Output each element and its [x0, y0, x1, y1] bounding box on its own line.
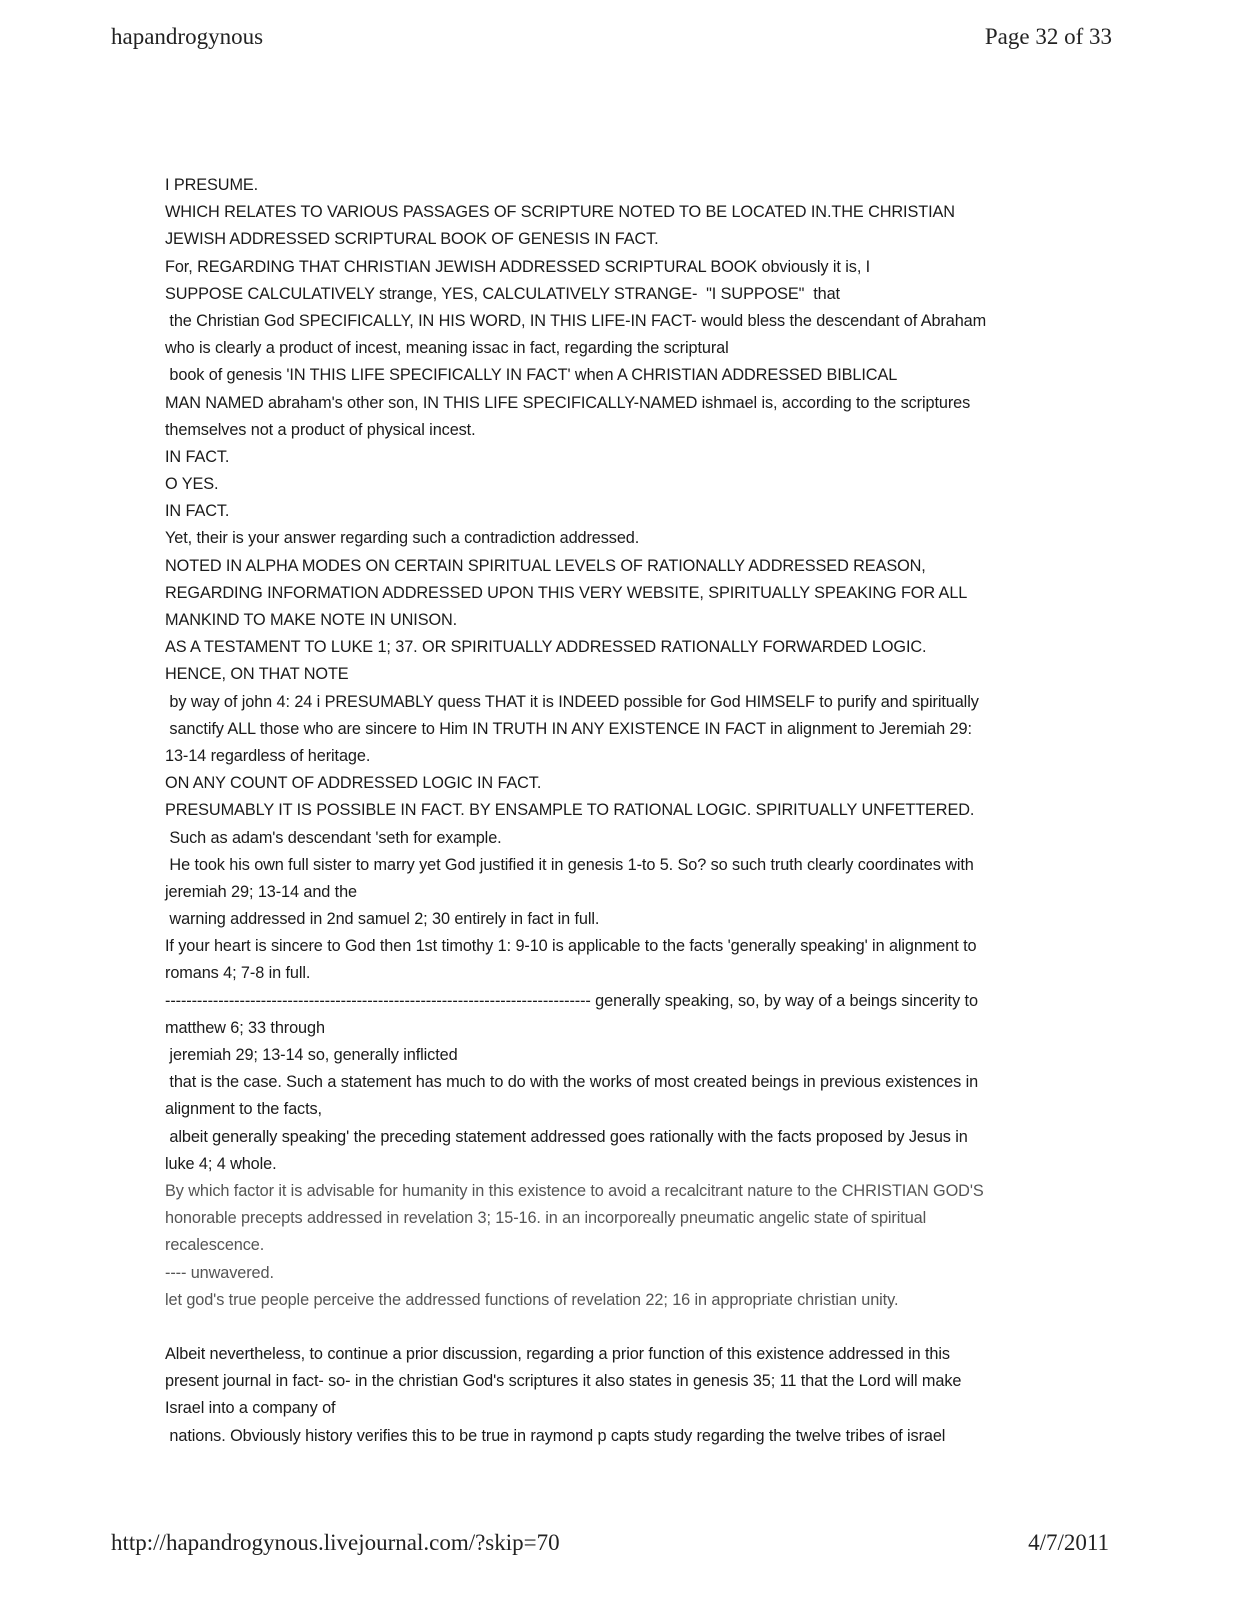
footer-date: 4/7/2011	[1028, 1530, 1109, 1555]
text-line: recalescence.	[165, 1236, 265, 1255]
text-line: Yet, their is your answer regarding such a contradiction addressed.	[165, 529, 640, 548]
text-line: sanctify ALL those who are sincere to Him IN TRUTH IN ANY EXISTENCE IN FACT in alignment to Jeremiah 29:	[165, 719, 972, 738]
text-line: by way of john 4: 24 i PRESUMABLY quess THAT it is INDEED possible for God HIMSELF to purify and spiritually	[165, 692, 979, 711]
text-line: who is clearly a product of incest, meaning issac in fact, regarding the scriptural	[165, 339, 729, 358]
text-line: REGARDING INFORMATION ADDRESSED UPON THIS VERY WEBSITE, SPIRITUALLY SPEAKING FOR ALL	[165, 583, 968, 602]
text-line: warning addressed in 2nd samuel 2; 30 entirely in fact in full.	[165, 910, 600, 929]
text-line: that is the case. Such a statement has much to do with the works of most created beings in previous existences in	[165, 1073, 979, 1092]
text-line: By which factor it is advisable for humanity in this existence to avoid a recalcitrant nature to the CHRISTIAN GOD'S	[165, 1181, 984, 1200]
text-line: -------------------------------------------------------------------------------- generally speaking, so, by way of a beings sincerity to	[165, 991, 978, 1010]
text-line: the Christian God SPECIFICALLY, IN HIS WORD, IN THIS LIFE-IN FACT- would bless the descendant of Abraham	[165, 311, 987, 330]
journal-body-text	[165, 172, 1125, 1450]
text-line	[165, 1314, 1125, 1341]
text-line: IN FACT.	[165, 447, 230, 466]
text-line: If your heart is sincere to God then 1st timothy 1: 9-10 is applicable to the facts 'generally speaking' in alignment to	[165, 937, 977, 956]
text-line: present journal in fact- so- in the christian God's scriptures it also states in genesis 35; 11 that the Lord will make	[165, 1372, 962, 1391]
text-line: 13-14 regardless of heritage.	[165, 746, 371, 765]
text-line: HENCE, ON THAT NOTE	[165, 665, 349, 684]
header-page-number: Page 32 of 33	[984, 24, 1112, 49]
text-line: He took his own full sister to marry yet God justified it in genesis 1-to 5. So? so such truth clearly coordinates with	[165, 855, 974, 874]
text-line: For, REGARDING THAT CHRISTIAN JEWISH ADDRESSED SCRIPTURAL BOOK obviously it is, I	[165, 257, 871, 276]
text-line: PRESUMABLY IT IS POSSIBLE IN FACT. BY ENSAMPLE TO RATIONAL LOGIC. SPIRITUALLY UNFETTERED.	[165, 801, 975, 820]
text-line: NOTED IN ALPHA MODES ON CERTAIN SPIRITUAL LEVELS OF RATIONALLY ADDRESSED REASON,	[165, 556, 926, 575]
text-line: WHICH RELATES TO VARIOUS PASSAGES OF SCRIPTURE NOTED TO BE LOCATED IN.THE CHRISTIAN	[165, 203, 955, 222]
text-line: romans 4; 7-8 in full.	[165, 964, 311, 983]
text-line: JEWISH ADDRESSED SCRIPTURAL BOOK OF GENESIS IN FACT.	[165, 230, 659, 249]
header-site-name: hapandrogynous	[111, 24, 264, 49]
text-line: ON ANY COUNT OF ADDRESSED LOGIC IN FACT.	[165, 774, 542, 793]
footer-url: http://hapandrogynous.livejournal.com/?skip=70	[111, 1530, 560, 1555]
text-line: O YES.	[165, 475, 219, 494]
text-line: ---- unwavered.	[165, 1263, 274, 1282]
text-line: IN FACT.	[165, 502, 230, 521]
text-line: jeremiah 29; 13-14 and the	[165, 882, 358, 901]
text-line: Albeit nevertheless, to continue a prior discussion, regarding a prior function of this existence addressed in this	[165, 1345, 950, 1364]
text-line: MANKIND TO MAKE NOTE IN UNISON.	[165, 611, 458, 629]
text-line: I PRESUME.	[165, 176, 259, 194]
text-line: Israel into a company of	[165, 1399, 336, 1418]
text-line: SUPPOSE CALCULATIVELY strange, YES, CALCULATIVELY STRANGE- "I SUPPOSE" that	[165, 284, 840, 303]
text-line: MAN NAMED abraham's other son, IN THIS LIFE SPECIFICALLY-NAMED ishmael is, according to the scriptures	[165, 393, 971, 412]
text-line: Such as adam's descendant 'seth for example.	[165, 828, 502, 847]
text-line: albeit generally speaking' the preceding statement addressed goes rationally with the facts proposed by Jesus in	[165, 1127, 968, 1146]
text-line: themselves not a product of physical incest.	[165, 420, 476, 439]
text-line: jeremiah 29; 13-14 so, generally inflicted	[165, 1046, 458, 1064]
text-line: matthew 6; 33 through	[165, 1018, 325, 1037]
text-line: nations. Obviously history verifies this to be true in raymond p capts study regarding the twelve tribes of israel	[165, 1426, 946, 1445]
text-line: let god's true people perceive the addressed functions of revelation 22; 16 in appropriate christian unity.	[165, 1290, 899, 1309]
text-line: AS A TESTAMENT TO LUKE 1; 37. OR SPIRITUALLY ADDRESSED RATIONALLY FORWARDED LOGIC.	[165, 638, 927, 657]
text-line: luke 4; 4 whole.	[165, 1154, 277, 1173]
text-line: honorable precepts addressed in revelation 3; 15-16. in an incorporeally pneumatic angelic state of spiritual	[165, 1209, 927, 1228]
text-line: alignment to the facts,	[165, 1100, 322, 1119]
text-line: book of genesis 'IN THIS LIFE SPECIFICALLY IN FACT' when A CHRISTIAN ADDRESSED BIBLICAL	[165, 366, 898, 385]
